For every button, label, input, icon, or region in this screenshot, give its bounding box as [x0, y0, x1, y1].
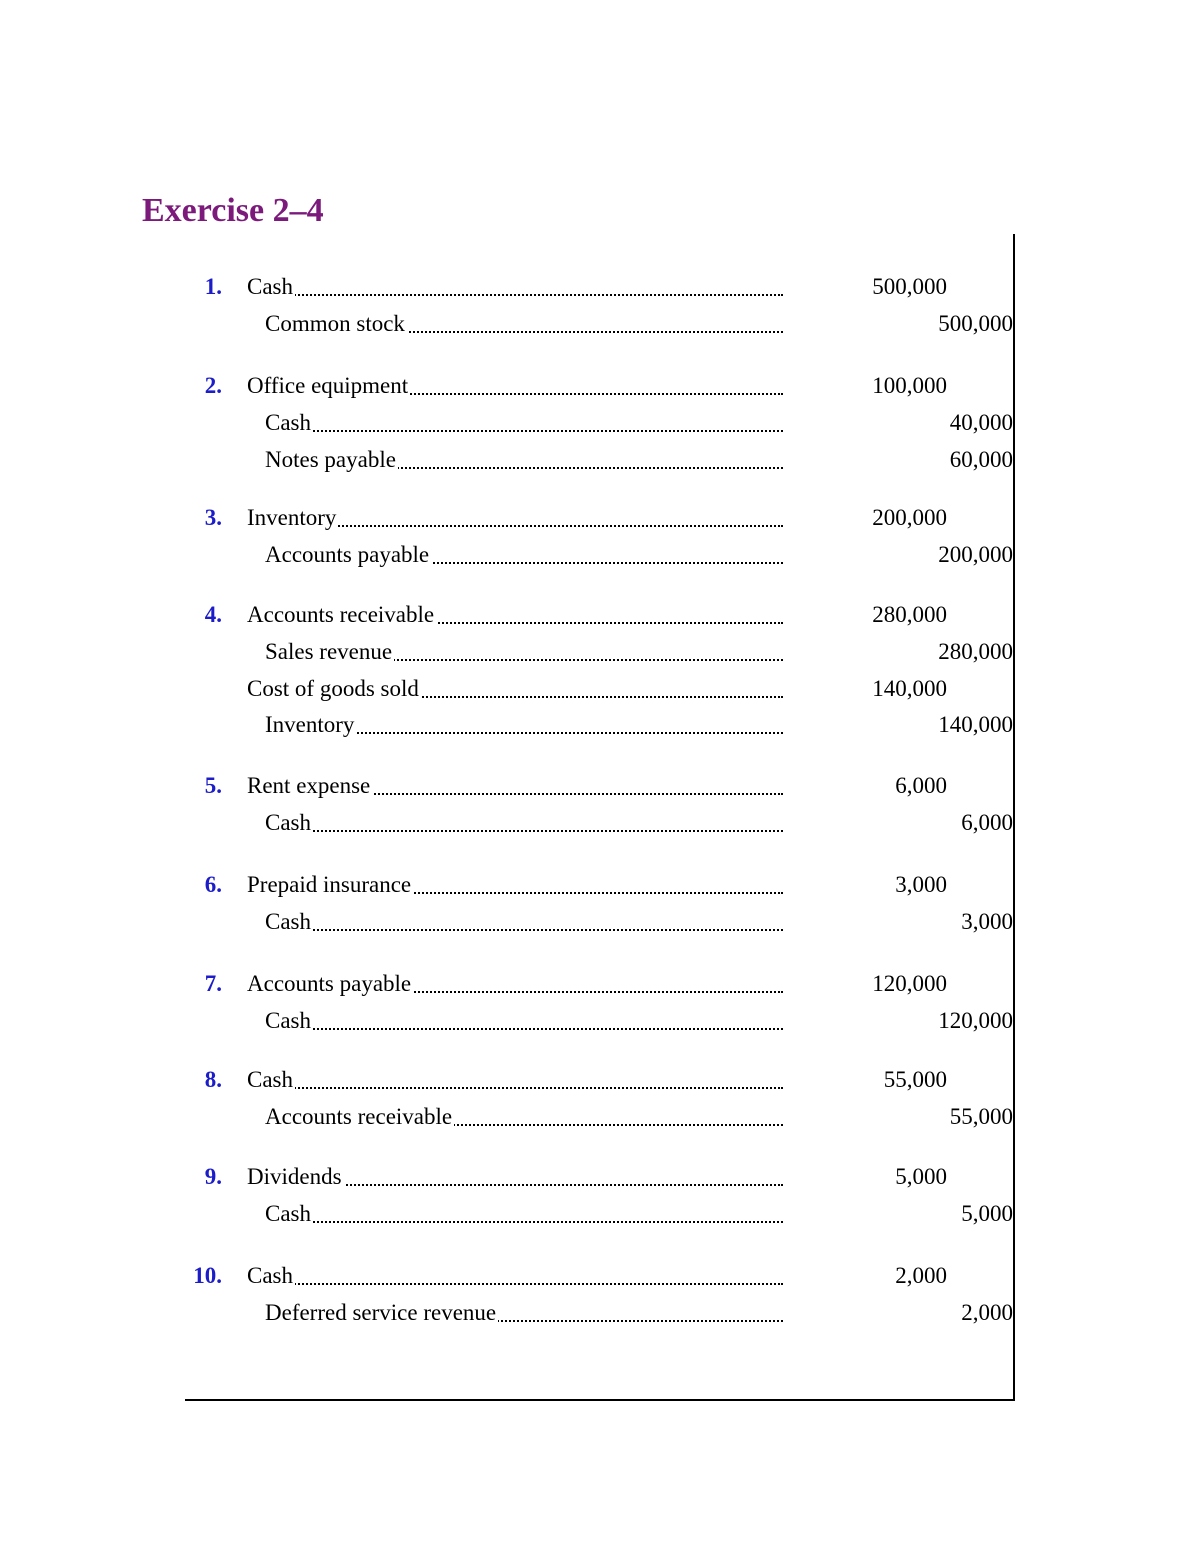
- account-name: [247, 674, 783, 704]
- credit-line: [0, 1102, 1200, 1132]
- account-name: [247, 771, 783, 801]
- account-label: Cash: [265, 809, 311, 835]
- entry-number: 10.: [193, 1263, 222, 1288]
- bottom-border-rule: [185, 1399, 1015, 1401]
- account-name: [265, 445, 783, 475]
- account-name: [247, 272, 783, 302]
- credit-line: [0, 408, 1200, 438]
- account-name: [247, 870, 783, 900]
- credit-line: [0, 1006, 1200, 1036]
- credit-amount: 280,000: [938, 638, 1013, 664]
- account-name: [265, 408, 783, 438]
- credit-amount: 140,000: [938, 712, 1013, 738]
- credit-line: [0, 637, 1200, 667]
- account-name: [265, 710, 783, 740]
- credit-amount: 5,000: [961, 1200, 1013, 1226]
- account-name: [265, 1199, 783, 1229]
- account-label: Accounts payable: [265, 541, 430, 567]
- account-label: Inventory: [265, 712, 355, 738]
- debit-amount: 100,000: [872, 373, 947, 398]
- credit-line: [0, 710, 1200, 740]
- credit-amount: 2,000: [961, 1299, 1013, 1325]
- entry-number: 4.: [204, 602, 222, 627]
- credit-line: [0, 309, 1200, 339]
- account-name: [265, 540, 783, 570]
- account-label: Accounts payable: [247, 971, 412, 996]
- credit-line: [0, 907, 1200, 937]
- debit-amount: 200,000: [872, 505, 947, 530]
- debit-amount: 55,000: [883, 1067, 947, 1092]
- account-label: Inventory: [247, 505, 337, 530]
- debit-amount: 280,000: [872, 602, 947, 627]
- debit-amount: 6,000: [895, 773, 947, 798]
- account-label: Cash: [265, 908, 311, 934]
- account-name: [265, 907, 783, 937]
- credit-amount: 55,000: [949, 1103, 1013, 1129]
- credit-line: [0, 540, 1200, 570]
- account-label: Cash: [247, 1067, 293, 1092]
- entry-number: 2.: [204, 373, 222, 398]
- debit-line: [0, 969, 1200, 999]
- account-name: [247, 1065, 783, 1095]
- credit-line: [0, 1298, 1200, 1328]
- account-label: Office equipment: [247, 373, 409, 398]
- debit-line: [0, 771, 1200, 801]
- credit-amount: 120,000: [938, 1007, 1013, 1033]
- entry-number: 7.: [204, 971, 222, 996]
- account-name: [265, 1102, 783, 1132]
- account-name: [265, 1298, 783, 1328]
- credit-amount: 500,000: [938, 310, 1013, 336]
- credit-amount: 6,000: [961, 809, 1013, 835]
- account-label: Cost of goods sold: [247, 675, 419, 701]
- exercise-title: Exercise 2–4: [142, 192, 324, 229]
- credit-amount: 60,000: [949, 446, 1013, 472]
- debit-line: [0, 1065, 1200, 1095]
- debit-line: [0, 600, 1200, 630]
- entry-number: 5.: [204, 773, 222, 798]
- account-name: [247, 600, 783, 630]
- credit-line: [0, 1199, 1200, 1229]
- account-label: Deferred service revenue: [265, 1299, 497, 1325]
- debit-line: [0, 503, 1200, 533]
- account-name: [265, 637, 783, 667]
- account-label: Dividends: [247, 1164, 342, 1189]
- account-name: [265, 808, 783, 838]
- account-label: Cash: [265, 409, 311, 435]
- account-name: [247, 969, 783, 999]
- debit-amount: 2,000: [895, 1263, 947, 1288]
- entry-number: 1.: [204, 274, 222, 299]
- credit-line: [0, 445, 1200, 475]
- debit-amount: 140,000: [872, 675, 947, 701]
- debit-amount: 3,000: [895, 872, 947, 897]
- entry-number: 9.: [204, 1164, 222, 1189]
- account-name: [265, 309, 783, 339]
- account-label: Accounts receivable: [265, 1103, 453, 1129]
- account-label: Cash: [247, 1263, 293, 1288]
- debit-line: [0, 1162, 1200, 1192]
- account-label: Rent expense: [247, 773, 371, 798]
- debit-line: [0, 371, 1200, 401]
- entry-number: 3.: [204, 505, 222, 530]
- account-label: Cash: [247, 274, 293, 299]
- credit-line: [0, 808, 1200, 838]
- account-name: [247, 1162, 783, 1192]
- account-label: Common stock: [265, 310, 405, 336]
- account-label: Accounts receivable: [247, 602, 435, 627]
- debit-line: [0, 870, 1200, 900]
- credit-amount: 3,000: [961, 908, 1013, 934]
- account-label: Cash: [265, 1200, 311, 1226]
- credit-amount: 200,000: [938, 541, 1013, 567]
- credit-amount: 40,000: [949, 409, 1013, 435]
- debit-amount: 5,000: [895, 1164, 947, 1189]
- debit-line: [0, 272, 1200, 302]
- account-label: Notes payable: [265, 446, 396, 472]
- entry-number: 8.: [204, 1067, 222, 1092]
- entry-number: 6.: [204, 872, 222, 897]
- account-label: Prepaid insurance: [247, 872, 412, 897]
- account-name: [247, 1261, 783, 1291]
- account-label: Sales revenue: [265, 638, 393, 664]
- account-name: [265, 1006, 783, 1036]
- debit-line: [0, 674, 1200, 704]
- account-name: [247, 371, 783, 401]
- debit-amount: 500,000: [872, 274, 947, 299]
- account-label: Cash: [265, 1007, 311, 1033]
- account-name: [247, 503, 783, 533]
- debit-amount: 120,000: [872, 971, 947, 996]
- debit-line: [0, 1261, 1200, 1291]
